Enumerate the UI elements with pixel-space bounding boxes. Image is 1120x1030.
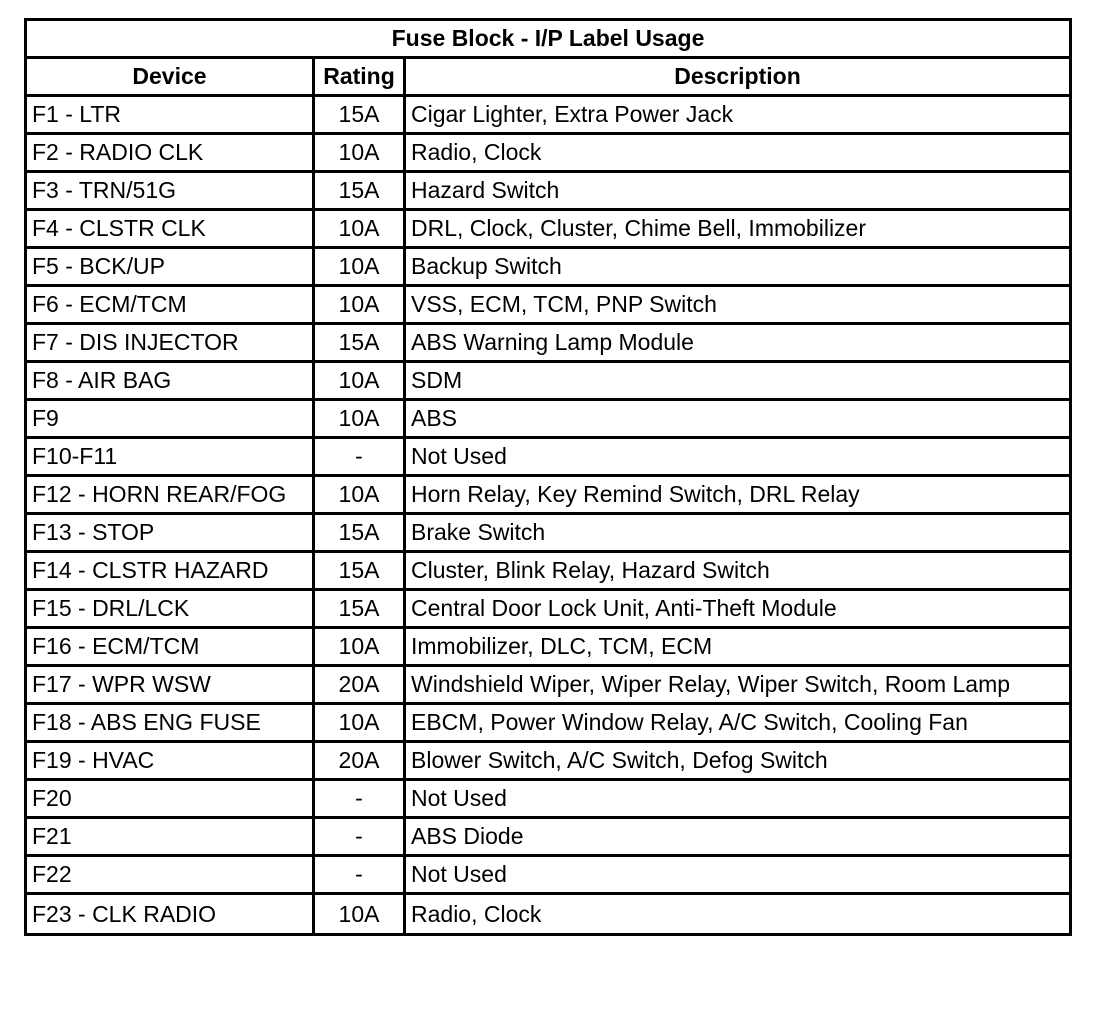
table-body xyxy=(27,97,1069,933)
description-cell: Immobilizer, DLC, TCM, ECM xyxy=(406,629,1069,667)
device-cell: F23 - CLK RADIO xyxy=(27,895,315,933)
table-row xyxy=(27,857,1069,895)
table-title-row xyxy=(27,21,1069,59)
device-cell: F15 - DRL/LCK xyxy=(27,591,315,629)
table-row xyxy=(27,135,1069,173)
device-cell: F16 - ECM/TCM xyxy=(27,629,315,667)
table-row xyxy=(27,211,1069,249)
device-cell: F21 xyxy=(27,819,315,857)
header-device: Device xyxy=(27,59,315,97)
description-cell: ABS xyxy=(406,401,1069,439)
table-row xyxy=(27,287,1069,325)
fuse-block-table xyxy=(24,18,1072,936)
device-cell: F5 - BCK/UP xyxy=(27,249,315,287)
table-row xyxy=(27,629,1069,667)
device-cell: F8 - AIR BAG xyxy=(27,363,315,401)
description-cell: Not Used xyxy=(406,781,1069,819)
table-row xyxy=(27,553,1069,591)
table-row xyxy=(27,477,1069,515)
rating-cell: 15A xyxy=(315,515,406,553)
table-row xyxy=(27,401,1069,439)
device-cell: F14 - CLSTR HAZARD xyxy=(27,553,315,591)
rating-cell: 10A xyxy=(315,705,406,743)
table-row xyxy=(27,819,1069,857)
table-row xyxy=(27,515,1069,553)
description-cell: Cigar Lighter, Extra Power Jack xyxy=(406,97,1069,135)
rating-cell: 10A xyxy=(315,135,406,173)
device-cell: F10-F11 xyxy=(27,439,315,477)
rating-cell: 10A xyxy=(315,211,406,249)
description-cell: Radio, Clock xyxy=(406,135,1069,173)
description-cell: Backup Switch xyxy=(406,249,1069,287)
table-header-row xyxy=(27,59,1069,97)
device-cell: F17 - WPR WSW xyxy=(27,667,315,705)
rating-cell: 10A xyxy=(315,363,406,401)
rating-cell: 10A xyxy=(315,895,406,933)
table-row xyxy=(27,325,1069,363)
device-cell: F6 - ECM/TCM xyxy=(27,287,315,325)
rating-cell: - xyxy=(315,857,406,895)
description-cell: Brake Switch xyxy=(406,515,1069,553)
device-cell: F7 - DIS INJECTOR xyxy=(27,325,315,363)
rating-cell: 15A xyxy=(315,553,406,591)
device-cell: F12 - HORN REAR/FOG xyxy=(27,477,315,515)
description-cell: DRL, Clock, Cluster, Chime Bell, Immobilizer xyxy=(406,211,1069,249)
rating-cell: 15A xyxy=(315,591,406,629)
description-cell: ABS Warning Lamp Module xyxy=(406,325,1069,363)
table-row xyxy=(27,743,1069,781)
rating-cell: 10A xyxy=(315,477,406,515)
description-cell: Windshield Wiper, Wiper Relay, Wiper Switch, Room Lamp xyxy=(406,667,1069,705)
device-cell: F20 xyxy=(27,781,315,819)
description-cell: Cluster, Blink Relay, Hazard Switch xyxy=(406,553,1069,591)
description-cell: VSS, ECM, TCM, PNP Switch xyxy=(406,287,1069,325)
table-row xyxy=(27,97,1069,135)
description-cell: EBCM, Power Window Relay, A/C Switch, Cooling Fan xyxy=(406,705,1069,743)
rating-cell: 10A xyxy=(315,287,406,325)
device-cell: F3 - TRN/51G xyxy=(27,173,315,211)
device-cell: F22 xyxy=(27,857,315,895)
device-cell: F19 - HVAC xyxy=(27,743,315,781)
rating-cell: 20A xyxy=(315,743,406,781)
device-cell: F1 - LTR xyxy=(27,97,315,135)
header-description: Description xyxy=(406,59,1069,97)
rating-cell: 20A xyxy=(315,667,406,705)
device-cell: F2 - RADIO CLK xyxy=(27,135,315,173)
description-cell: Radio, Clock xyxy=(411,900,542,927)
table-row xyxy=(27,895,1069,933)
table-row xyxy=(27,705,1069,743)
rating-cell: - xyxy=(315,819,406,857)
rating-cell: 10A xyxy=(315,401,406,439)
description-cell: Not Used xyxy=(406,439,1069,477)
rating-cell: 10A xyxy=(315,629,406,667)
description-cell: Not Used xyxy=(406,857,1069,895)
rating-cell: 15A xyxy=(315,173,406,211)
description-cell: ABS Diode xyxy=(406,819,1069,857)
device-cell: F18 - ABS ENG FUSE xyxy=(27,705,315,743)
description-cell: Horn Relay, Key Remind Switch, DRL Relay xyxy=(406,477,1069,515)
device-cell: F4 - CLSTR CLK xyxy=(27,211,315,249)
device-cell: F13 - STOP xyxy=(27,515,315,553)
table-row xyxy=(27,363,1069,401)
table-row xyxy=(27,667,1069,705)
header-rating: Rating xyxy=(315,59,406,97)
description-cell: Hazard Switch xyxy=(406,173,1069,211)
table-row xyxy=(27,591,1069,629)
rating-cell: - xyxy=(315,439,406,477)
table-title: Fuse Block - I/P Label Usage xyxy=(27,21,1069,59)
rating-cell: 15A xyxy=(315,325,406,363)
description-cell: Blower Switch, A/C Switch, Defog Switch xyxy=(406,743,1069,781)
table-row xyxy=(27,439,1069,477)
table-row xyxy=(27,173,1069,211)
description-cell: Central Door Lock Unit, Anti-Theft Module xyxy=(406,591,1069,629)
description-cell: SDM xyxy=(406,363,1069,401)
rating-cell: - xyxy=(315,781,406,819)
rating-cell: 10A xyxy=(315,249,406,287)
device-cell: F9 xyxy=(27,401,315,439)
table-row xyxy=(27,249,1069,287)
rating-cell: 15A xyxy=(315,97,406,135)
table-row xyxy=(27,781,1069,819)
